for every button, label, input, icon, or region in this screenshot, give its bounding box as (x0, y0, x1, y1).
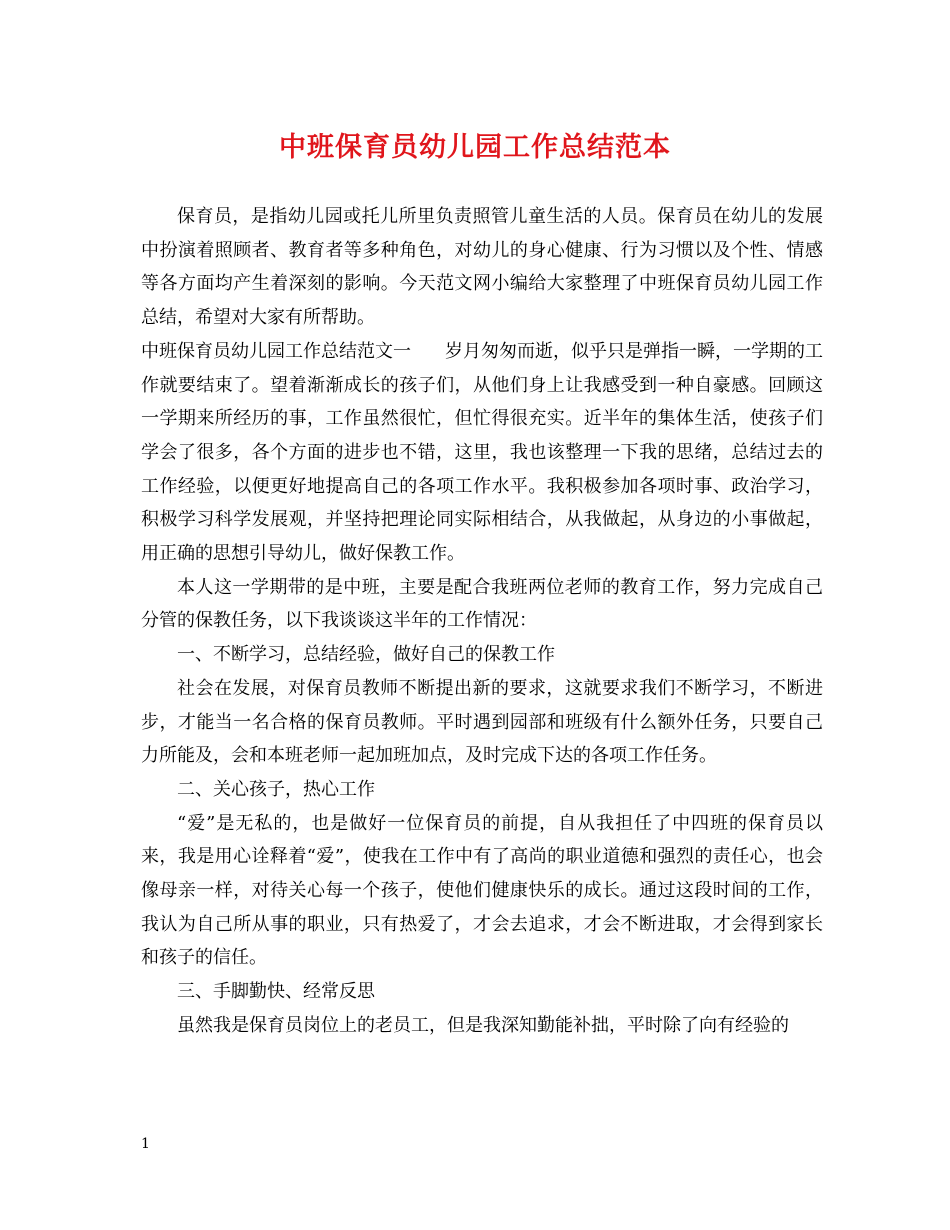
section-text: 岁月匆匆而逝，似乎只是弹指一瞬，一学期的工作就要结束了。望着渐渐成长的孩子们，从他们身上让我感受到一种自豪感。回顾这一学期来所经历的事，工作虽然很忙，但忙得很充实。近半年的集体生活，使孩子们学会了很多，各个方面的进步也不错，这里，我也该整理一下我的思绪，总结过去的工作经验，以便更好地提高自己的各项工作水平。我积极参加各项时事、政治学习，积极学习科学发展观，并坚持把理论同实际相结合，从我做起，从身边的小事做起，用正确的思想引导幼儿，做好保教工作。 (141, 340, 823, 565)
section-heading: 中班保育员幼儿园工作总结范文一 (141, 340, 411, 362)
paragraph-intro: 保育员，是指幼儿园或托儿所里负责照管儿童生活的人员。保育员在幼儿的发展中扮演着照顾者、教育者等多种角色，对幼儿的身心健康、行为习惯以及个性、情感等各方面均产生着深刻的影响。今天范文网小编给大家整理了中班保育员幼儿园工作总结，希望对大家有所帮助。 (141, 206, 823, 329)
subheading-three: 三、手脚勤快、经常反思 (177, 981, 375, 1003)
subheading-one: 一、不断学习，总结经验，做好自己的保教工作 (177, 644, 555, 666)
paragraph-overview: 本人这一学期带的是中班，主要是配合我班两位老师的教育工作，努力完成自己分管的保教任务，以下我谈谈这半年的工作情况： (141, 576, 823, 632)
paragraph-love: “爱”是无私的，也是做好一位保育员的前提，自从我担任了中四班的保育员以来，我是用心诠释着“爱”，使我在工作中有了高尚的职业道德和强烈的责任心，也会像母亲一样，对待关心每一个孩子，使他们健康快乐的成长。通过这段时间的工作，我认为自己所从事的职业，只有热爱了，才会去追求，才会不断进取，才会得到家长和孩子的信任。 (141, 812, 823, 969)
paragraph-reflection: 虽然我是保育员岗位上的老员工，但是我深知勤能补拙，平时除了向有经验的 (177, 1014, 789, 1036)
subheading-two: 二、关心孩子，热心工作 (177, 778, 375, 800)
paragraph-learning: 社会在发展，对保育员教师不断提出新的要求，这就要求我们不断学习，不断进步，才能当一名合格的保育员教师。平时遇到园部和班级有什么额外任务，只要自己力所能及，会和本班老师一起加班加点，及时完成下达的各项工作任务。 (141, 677, 823, 767)
paragraph-section-one (141, 335, 823, 571)
page-number: 1 (141, 1136, 150, 1152)
document-body (141, 200, 823, 1043)
document-title: 中班保育员幼儿园工作总结范本 (279, 132, 671, 163)
